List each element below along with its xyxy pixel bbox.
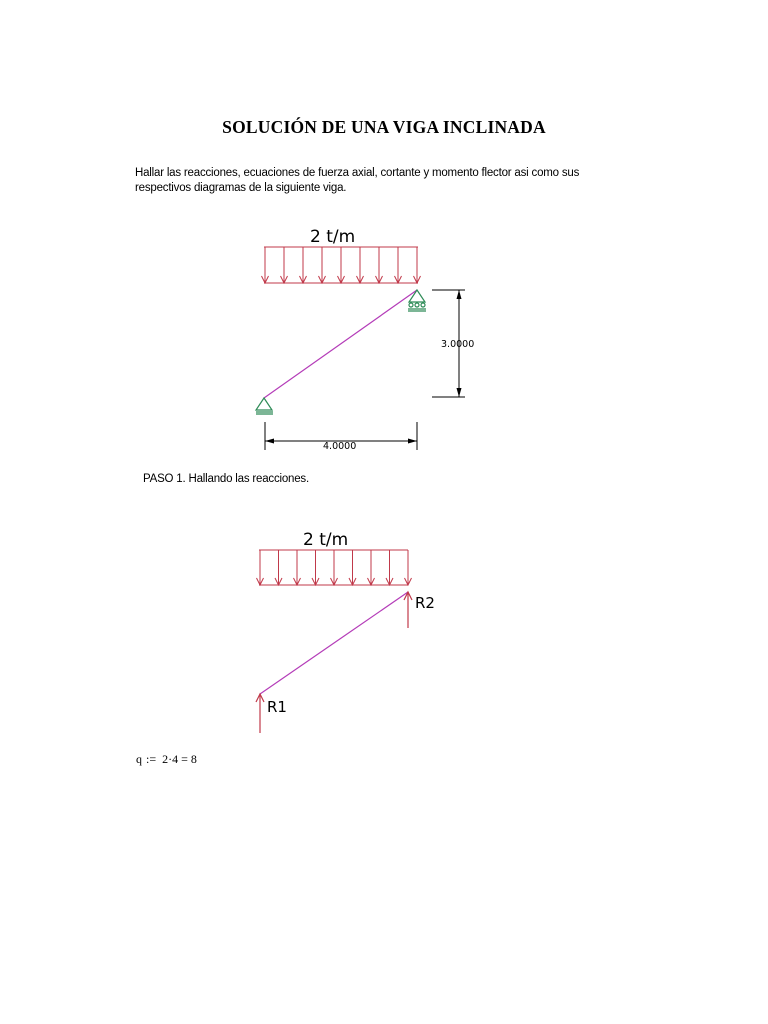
formula-assign: :=	[146, 752, 157, 766]
reaction-left-label: R1	[267, 698, 287, 716]
load-arrows-fbd	[257, 550, 412, 585]
load-fbd-arrow	[386, 550, 393, 585]
reaction-arrow-left	[256, 694, 264, 733]
formula-expression: 2·4 = 8	[162, 752, 197, 766]
distributed-load-label: 2 t/m	[310, 227, 356, 247]
distributed-load-label-fbd: 2 t/m	[303, 530, 349, 550]
inclined-beam-fbd	[260, 592, 408, 694]
problem-statement-line-1: Hallar las reacciones, ecuaciones de fuerza axial, cortante y momento flector asi como sus	[135, 167, 580, 179]
reaction-arrow-right	[404, 592, 412, 628]
load-fbd-arrow	[257, 550, 264, 585]
formula-variable: q	[136, 752, 142, 766]
load-fbd-arrow	[275, 550, 282, 585]
dimension-vertical-label: 3.0000	[441, 339, 475, 350]
load-fbd-arrow	[331, 550, 338, 585]
distributed-load-fbd	[257, 550, 412, 585]
load-fbd-arrow	[349, 550, 356, 585]
load-fbd-arrow	[405, 550, 412, 585]
step-1-heading: PASO 1. Hallando las reacciones.	[143, 473, 309, 485]
load-fbd-arrow	[294, 550, 301, 585]
load-fbd-arrow	[312, 550, 319, 585]
load-formula	[136, 752, 197, 767]
page-title: SOLUCIÓN DE UNA VIGA INCLINADA	[222, 117, 546, 137]
dimension-horizontal-label: 4.0000	[323, 441, 357, 452]
problem-statement-line-2: respectivos diagramas de la siguiente viga.	[135, 181, 347, 194]
load-fbd-arrow	[368, 550, 375, 585]
reaction-right-label: R2	[415, 594, 435, 612]
